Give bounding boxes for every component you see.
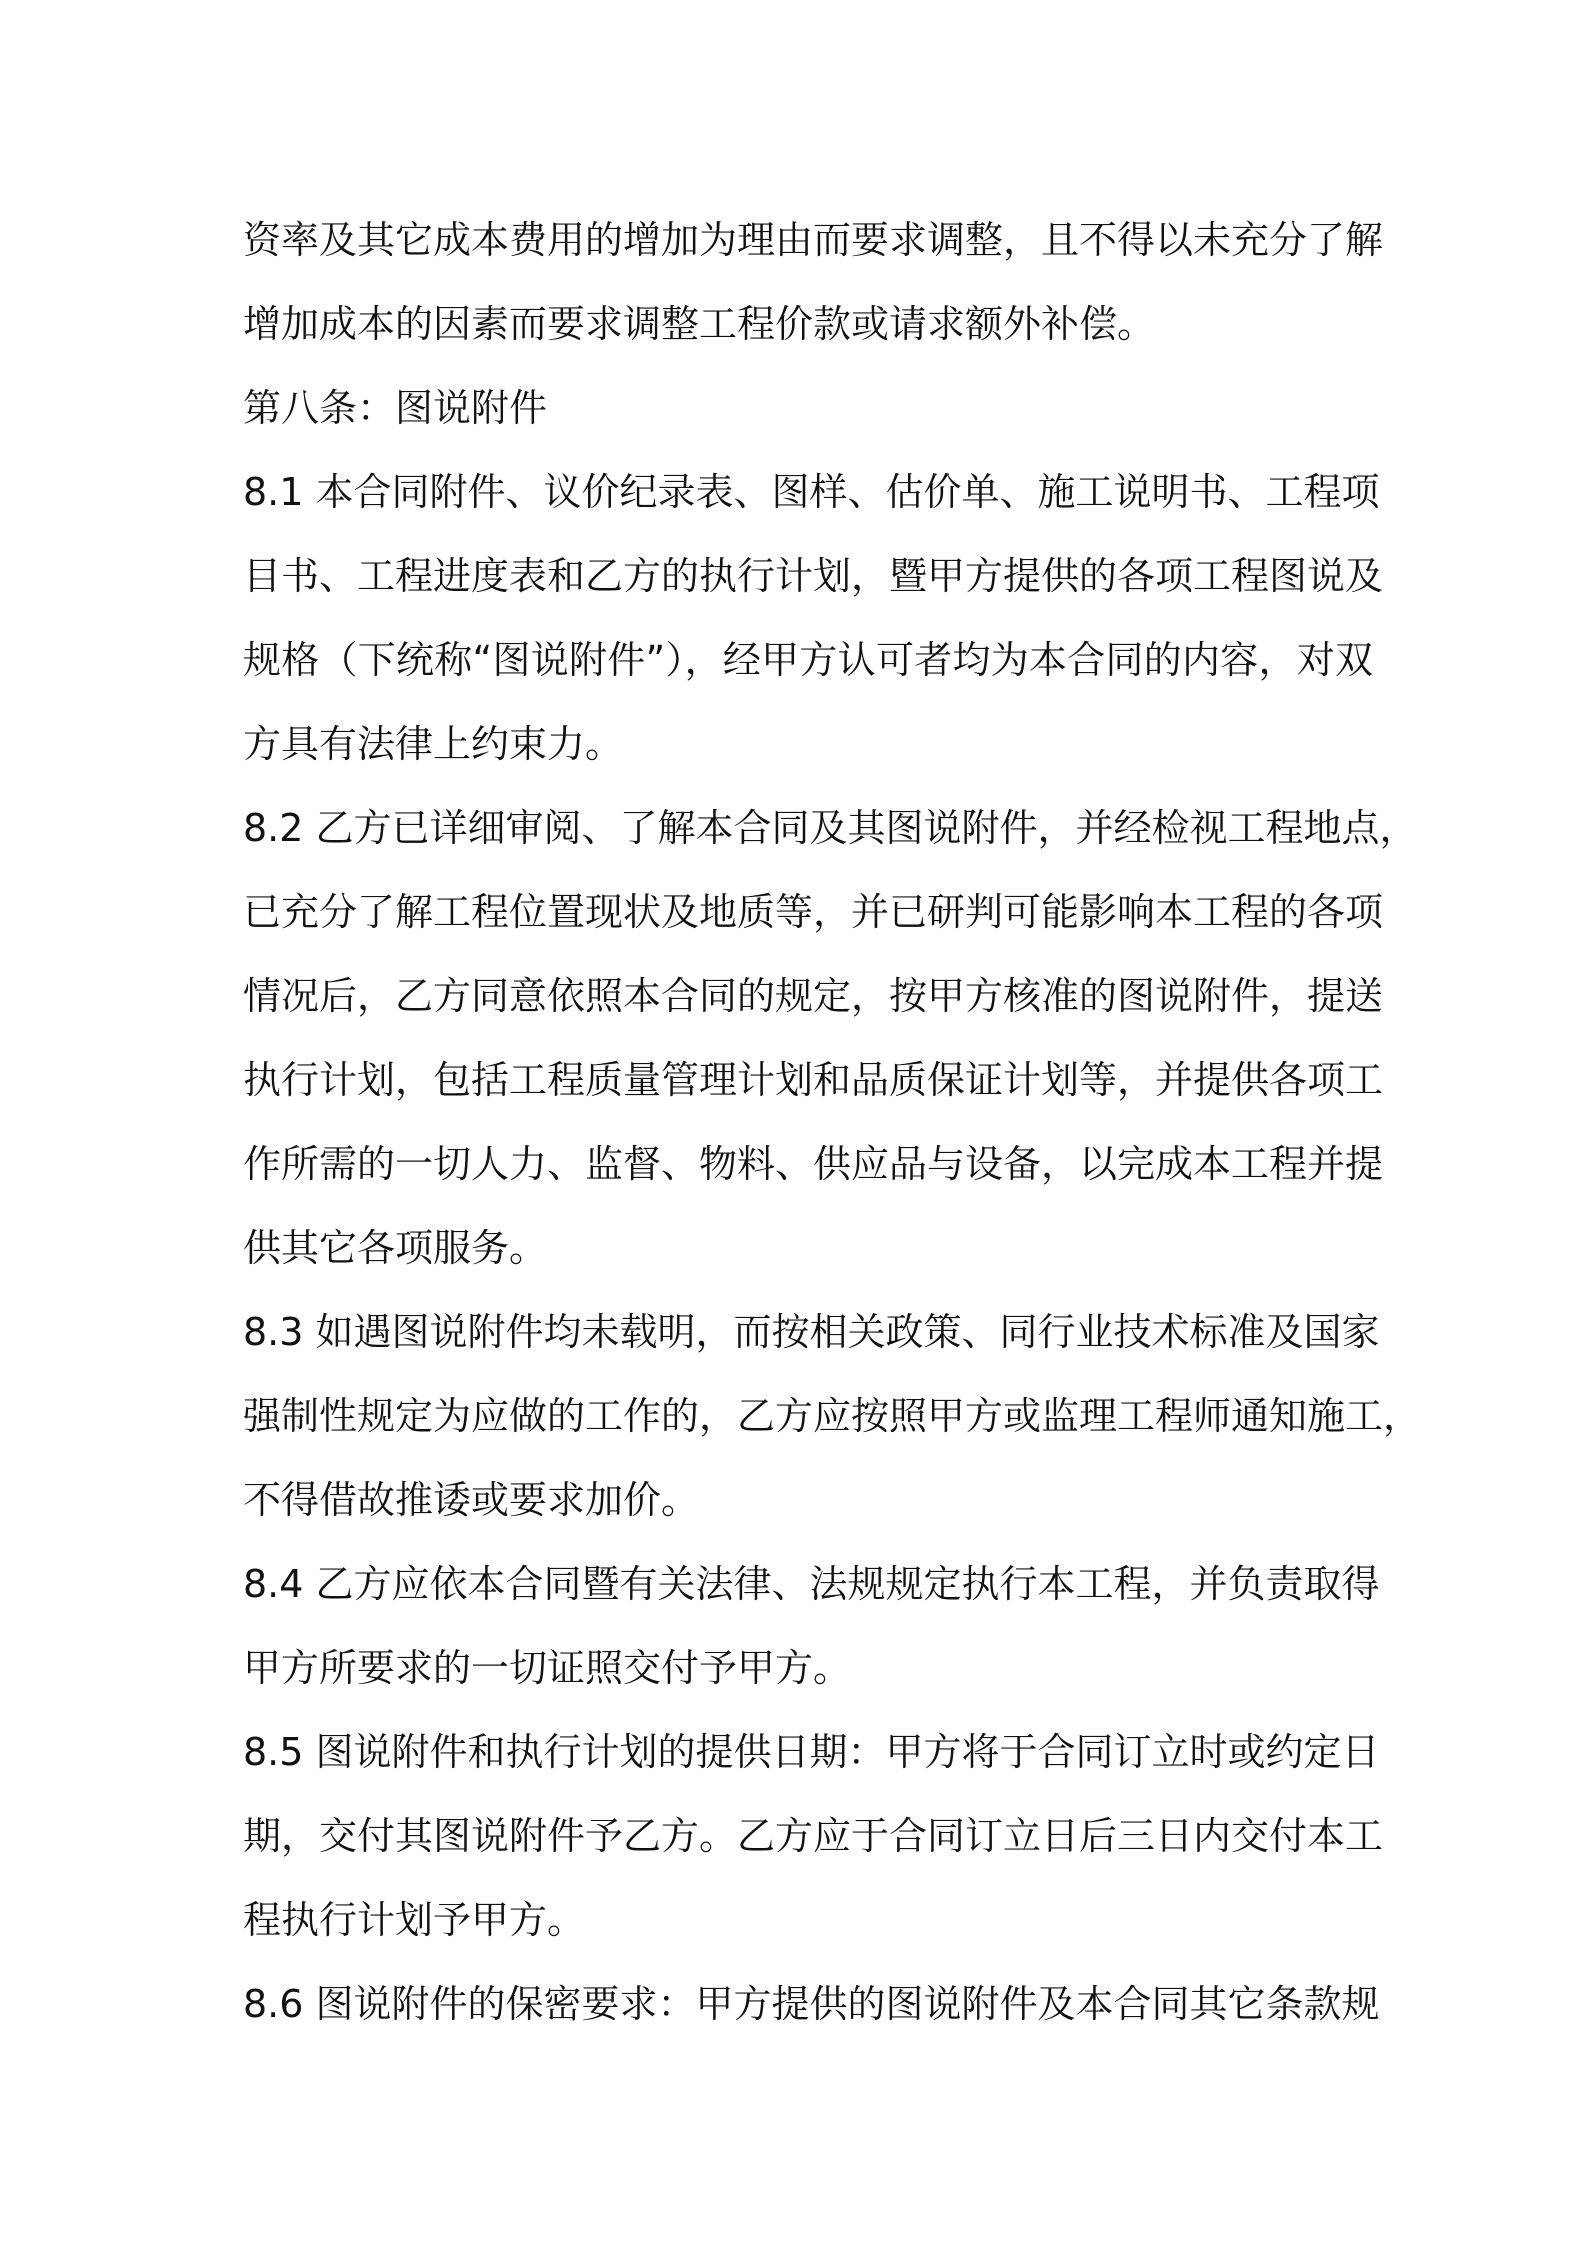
text-line: 供其它各项服务。	[243, 1226, 548, 1270]
text-line: 已充分了解工程位置现状及地质等，并已研判可能影响本工程的各项	[243, 890, 1384, 934]
text-line: 作所需的一切人力、监督、物料、供应品与设备，以完成本工程并提	[243, 1142, 1384, 1186]
text-line: 方具有法律上约束力。	[243, 722, 624, 766]
text-line: 8.5 图说附件和执行计划的提供日期：甲方将于合同订立时或约定日	[243, 1730, 1380, 1774]
text-line: 资率及其它成本费用的增加为理由而要求调整，且不得以未充分了解	[243, 218, 1384, 262]
text-line: 强制性规定为应做的工作的，乙方应按照甲方或监理工程师通知施工，	[243, 1394, 1422, 1438]
text-line: 执行计划，包括工程质量管理计划和品质保证计划等，并提供各项工	[243, 1058, 1384, 1102]
text-line: 期，交付其图说附件予乙方。乙方应于合同订立日后三日内交付本工	[243, 1814, 1384, 1858]
text-line: 8.4 乙方应依本合同暨有关法律、法规规定执行本工程，并负责取得	[243, 1562, 1380, 1606]
text-line: 程执行计划予甲方。	[243, 1898, 586, 1942]
text-line: 8.1 本合同附件、议价纪录表、图样、估价单、施工说明书、工程项	[243, 470, 1380, 514]
text-line: 情况后，乙方同意依照本合同的规定，按甲方核准的图说附件，提送	[243, 974, 1384, 1018]
text-line: 规格（下统称“图说附件”），经甲方认可者均为本合同的内容，对双	[243, 638, 1373, 682]
text-line: 不得借故推诿或要求加价。	[243, 1478, 700, 1522]
text-line: 8.3 如遇图说附件均未载明，而按相关政策、同行业技术标准及国家	[243, 1310, 1380, 1354]
document-body	[243, 198, 1422, 2046]
text-line: 甲方所要求的一切证照交付予甲方。	[243, 1646, 852, 1690]
text-line: 目书、工程进度表和乙方的执行计划，暨甲方提供的各项工程图说及	[243, 554, 1384, 598]
text-line: 8.2 乙方已详细审阅、了解本合同及其图说附件，并经检视工程地点，	[243, 806, 1418, 850]
section-heading: 第八条：图说附件	[243, 386, 548, 430]
text-line: 8.6 图说附件的保密要求：甲方提供的图说附件及本合同其它条款规	[243, 1982, 1380, 2026]
text-line: 增加成本的因素而要求调整工程价款或请求额外补偿。	[243, 302, 1156, 346]
